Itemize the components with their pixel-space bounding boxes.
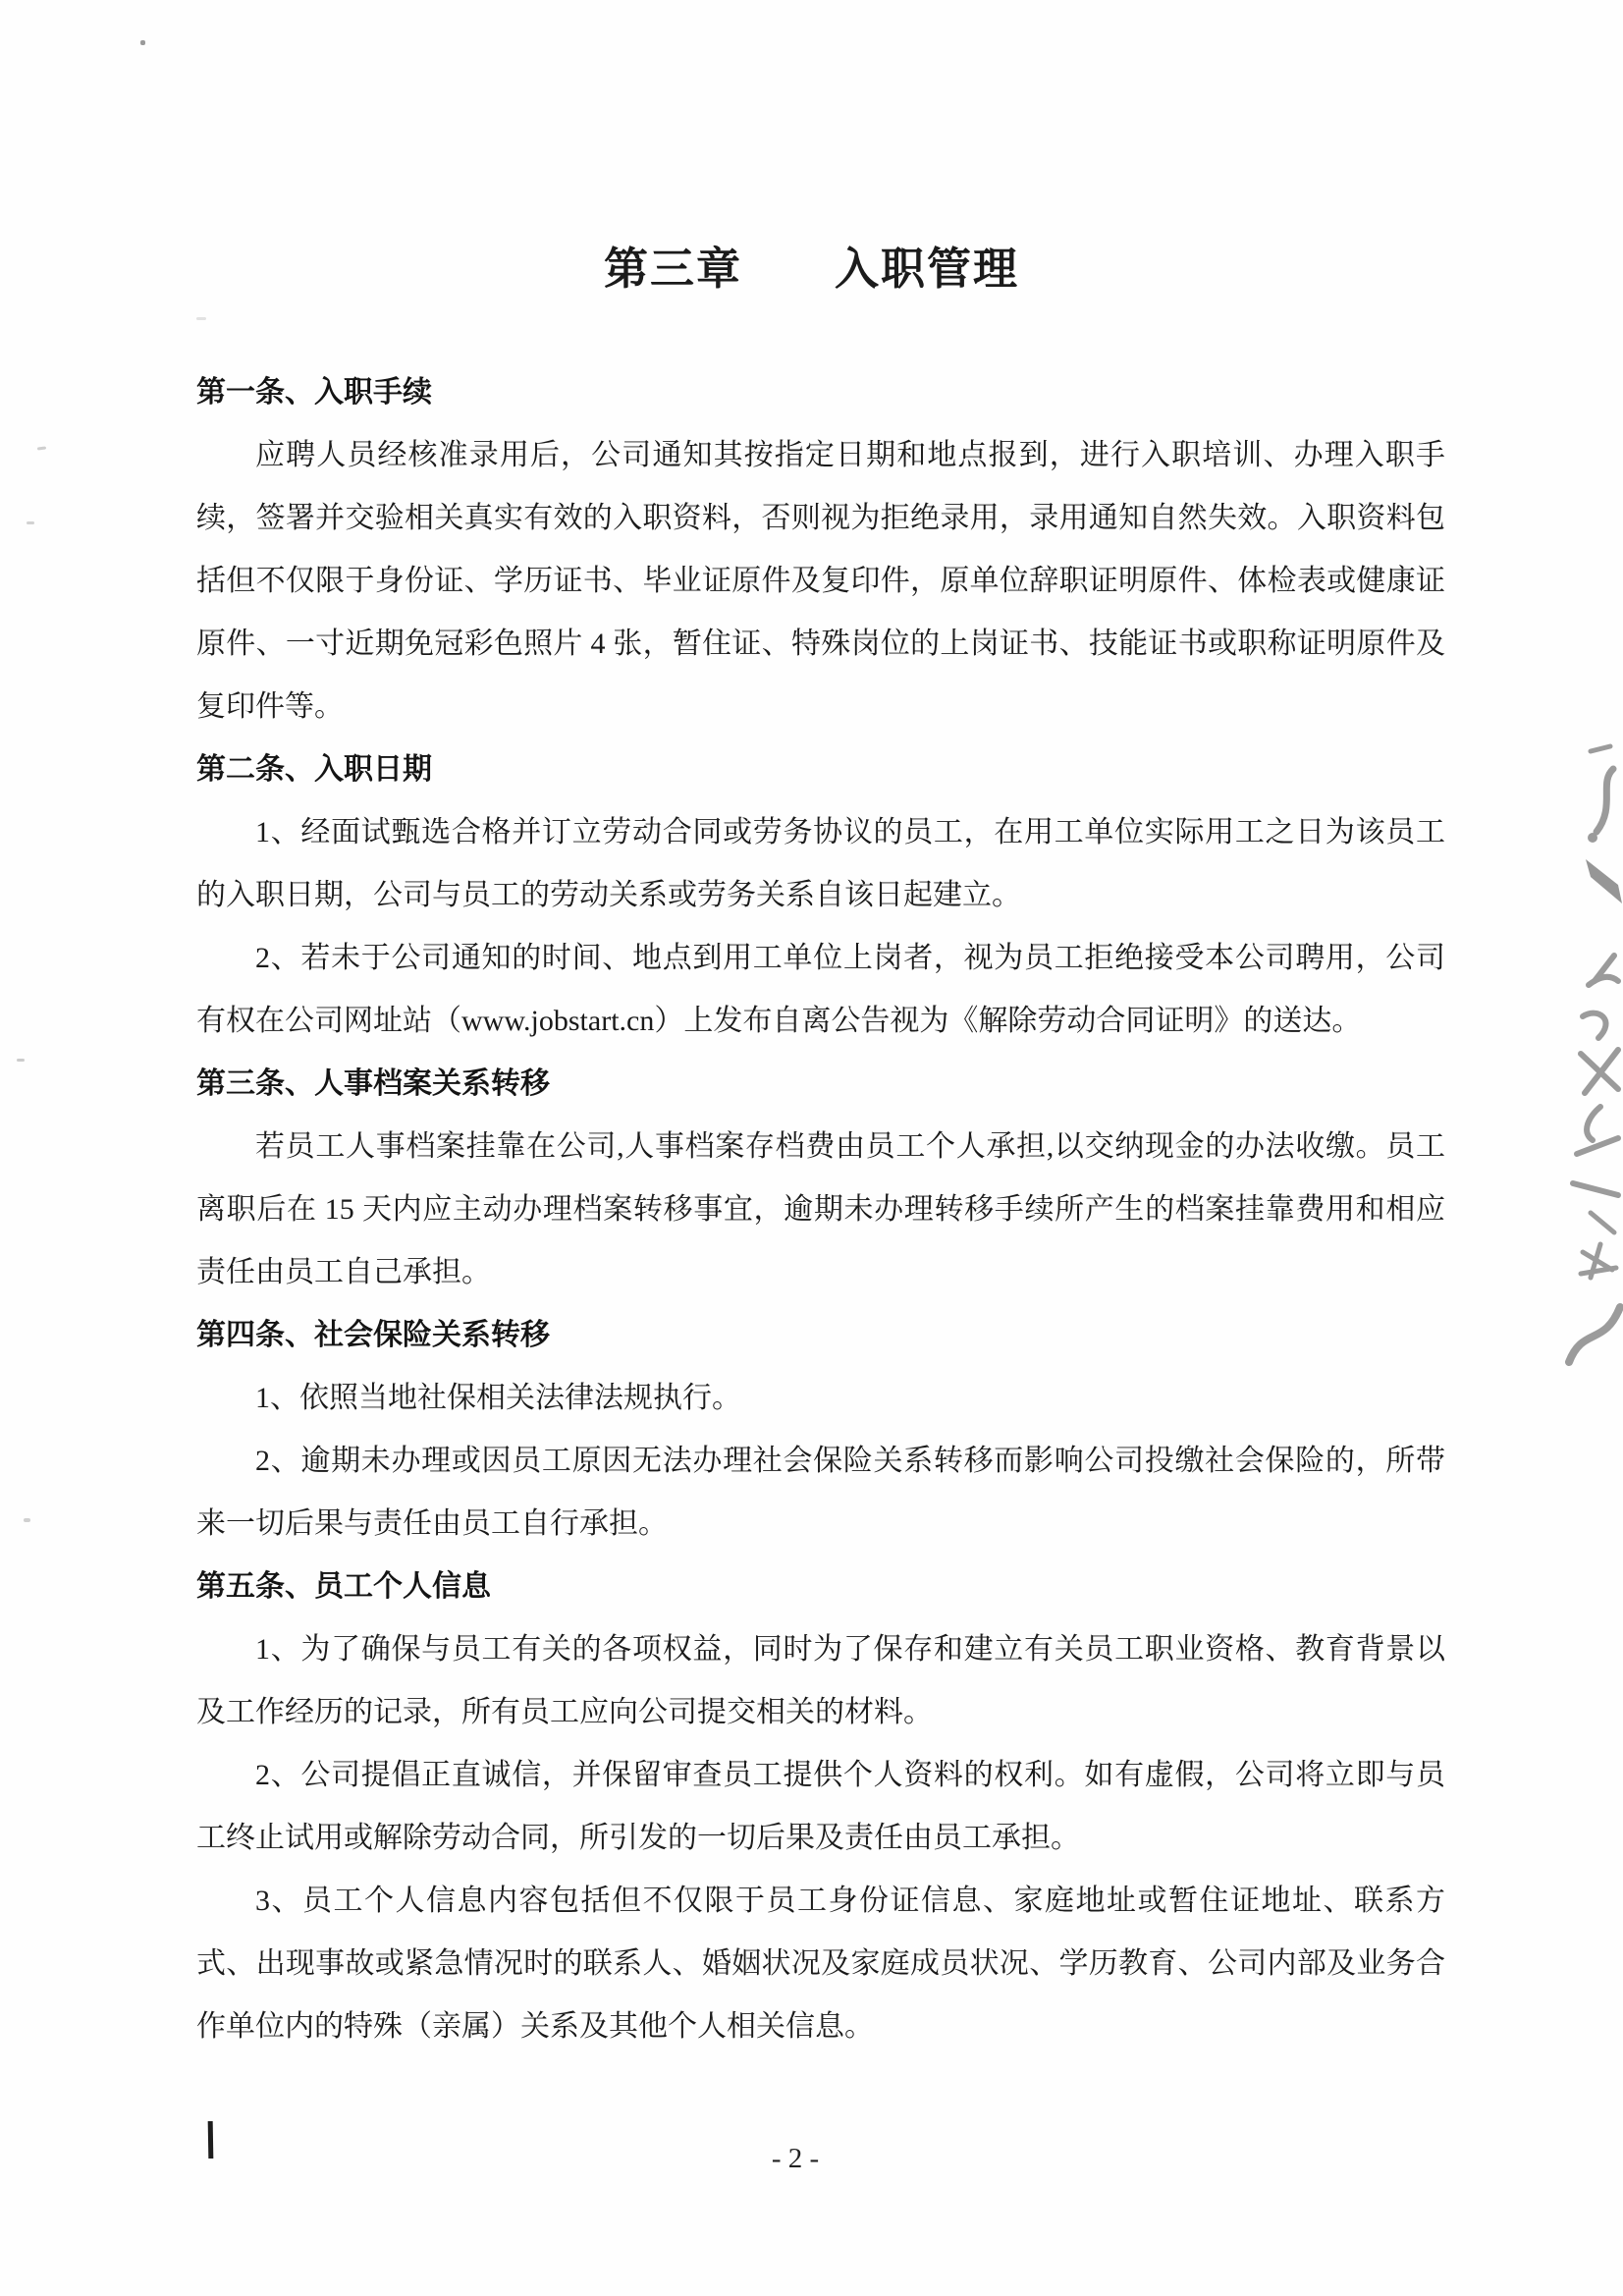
section-paragraphs: [196, 1116, 1445, 1304]
section-paragraphs: [196, 1618, 1445, 2058]
scan-speck: [24, 1518, 30, 1522]
document-section: [196, 1556, 1445, 2058]
handwriting-margin-artifact: [1532, 722, 1623, 1380]
paragraph: 应聘人员经核准录用后，公司通知其按指定日期和地点报到，进行入职培训、办理入职手续，签署并交验相关真实有效的入职资料，否则视为拒绝录用，录用通知自然失效。入职资料包括但不仅限于身份证、学历证书、毕业证原件及复印件，原单位辞职证明原件、体检表或健康证原件、一寸近期免冠彩色照片 4 张，暂住证、特殊岗位的上岗证书、技能证书或职称证明原件及复印件等。: [196, 439, 1445, 723]
paragraph: 2、公司提倡正直诚信，并保留审查员工提供个人资料的权利。如有虚假，公司将立即与员工终止试用或解除劳动合同，所引发的一切后果及责任由员工承担。: [196, 1759, 1445, 1854]
section-paragraphs: [196, 424, 1445, 738]
section-heading: 第三条、人事档案关系转移: [196, 1067, 550, 1100]
paragraph: 2、若未于公司通知的时间、地点到用工单位上岗者，视为员工拒绝接受本公司聘用，公司有权在公司网址站（www.jobstart.cn）上发布自离公告视为《解除劳动合同证明》的送达。: [196, 942, 1445, 1037]
document-section: [196, 738, 1445, 1053]
document-section: [196, 1304, 1445, 1556]
scan-speck: [140, 40, 145, 45]
section-heading: 第一条、入职手续: [196, 376, 432, 409]
section-paragraphs: [196, 801, 1445, 1053]
document-body: [196, 361, 1445, 2058]
section-heading: 第二条、入职日期: [196, 753, 432, 786]
paragraph: 1、为了确保与员工有关的各项权益，同时为了保存和建立有关员工职业资格、教育背景以及工作经历的记录，所有员工应向公司提交相关的材料。: [196, 1633, 1445, 1728]
section-heading: 第四条、社会保险关系转移: [196, 1319, 550, 1351]
document-section: [196, 361, 1445, 738]
scan-speck: [17, 1059, 25, 1062]
section-heading: 第五条、员工个人信息: [196, 1570, 491, 1603]
paragraph: 3、员工个人信息内容包括但不仅限于员工身份证信息、家庭地址或暂住证地址、联系方式、出现事故或紧急情况时的联系人、婚姻状况及家庭成员状况、学历教育、公司内部及业务合作单位内的特殊（亲属）关系及其他个人相关信息。: [196, 1885, 1445, 2043]
page-number: - 2 -: [771, 2143, 820, 2174]
paragraph: 1、经面试甄选合格并订立劳动合同或劳务协议的员工，在用工单位实际用工之日为该员工的入职日期，公司与员工的劳动关系或劳务关系自该日起建立。: [196, 816, 1445, 911]
document-section: [196, 1053, 1445, 1304]
chapter-title: 第三章 入职管理: [603, 244, 1019, 294]
paragraph: 1、依照当地社保相关法律法规执行。: [255, 1382, 741, 1414]
scan-speck: [196, 317, 206, 320]
section-paragraphs: [196, 1367, 1445, 1556]
paragraph: 若员工人事档案挂靠在公司,人事档案存档费由员工个人承担,以交纳现金的办法收缴。员工离职后在 15 天内应主动办理档案转移事宜，逾期未办理转移手续所产生的档案挂靠费用和相应责任由员工自己承担。: [196, 1130, 1445, 1288]
scan-speck: [37, 446, 46, 450]
paragraph: 2、逾期未办理或因员工原因无法办理社会保险关系转移而影响公司投缴社会保险的，所带来一切后果与责任由员工自行承担。: [196, 1445, 1445, 1540]
scan-speck: [27, 521, 34, 524]
